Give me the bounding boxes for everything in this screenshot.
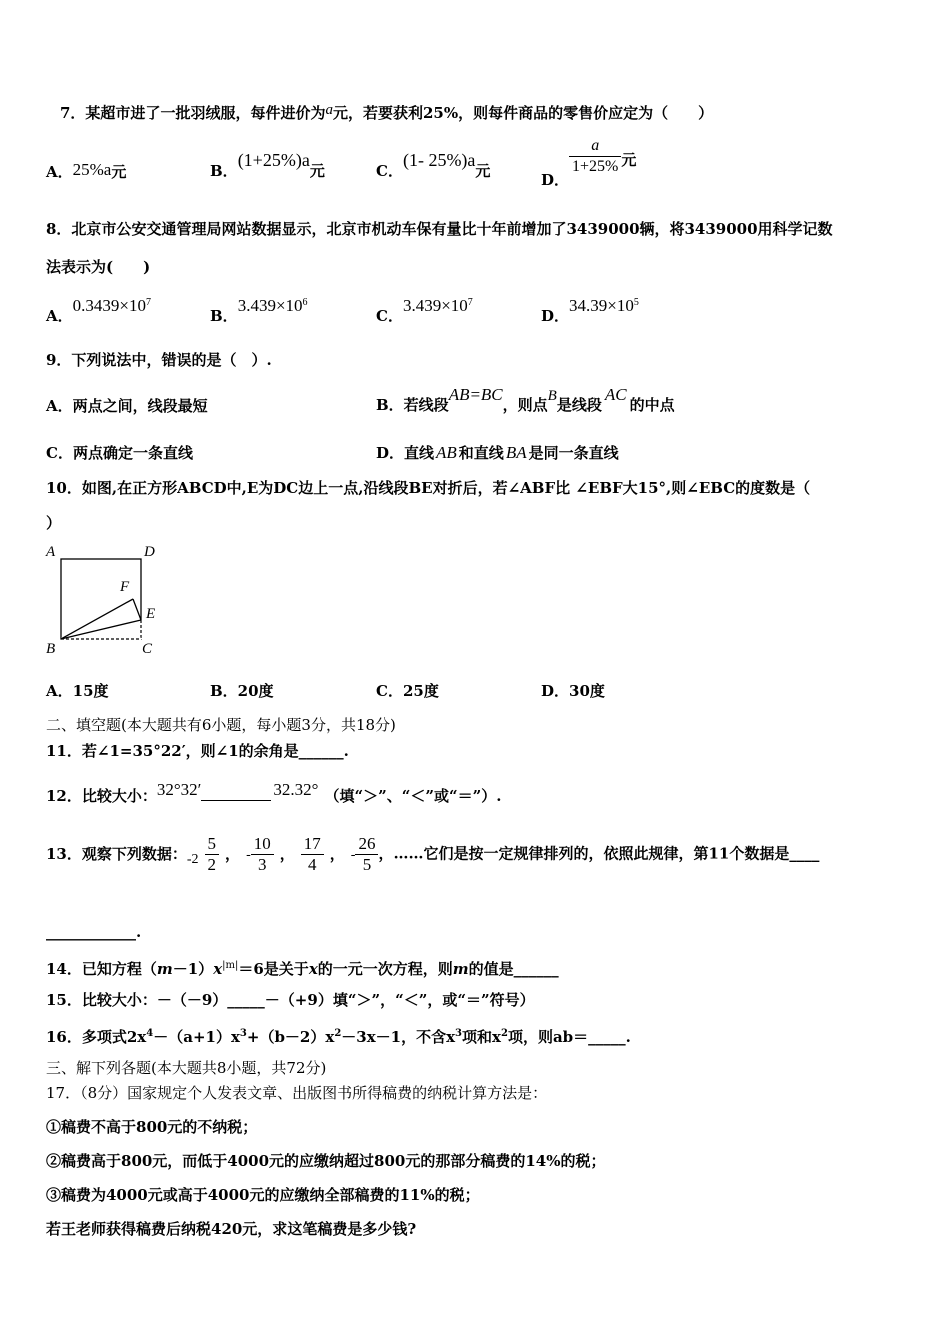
q7-option-d: D． $\frac{a}{1+25\%}$ 元 — [541, 137, 637, 189]
q17-rule-3: ③稿费为4000元或高于4000元的应缴纳全部稿费的11%的税； — [46, 1186, 480, 1204]
q13-term-3: $\frac{10}{3}$ — [251, 834, 274, 875]
label-d: D — [144, 544, 155, 560]
label-f: F — [120, 579, 130, 595]
q7-stem: 7．某超市进了一批羽绒服，每件进价为a元，若要获利25%，则每件商品的零售价应定为（ ） — [60, 102, 714, 122]
q8-option-d: D．$34.39\times 10^5$ — [541, 296, 639, 325]
q10-square-figure — [40, 540, 170, 660]
segment-bf — [61, 599, 133, 639]
q17-rule-2: ②稿费高于800元，而低于4000元的应缴纳超过800元的那部分稿费的14%的税； — [46, 1152, 606, 1170]
q8-option-a: A．$0.3439\times 10^7$ — [46, 296, 151, 325]
q7-d-fraction: $\frac{a}{1+25\%}$ — [569, 136, 621, 177]
section-fill-blank-heading: 二、填空题(本大题共有6小题，每小题3分，共18分) — [46, 716, 396, 734]
label-c: C — [142, 641, 153, 657]
q12: 12．比较大小：32°32′ 32.32° （填“＞”、“＜”或“＝”）. — [46, 780, 502, 805]
segment-be — [61, 620, 141, 639]
q7-option-c: C．(1- 25%)a元 — [376, 150, 491, 180]
q17-stem: 17．（8分）国家规定个人发表文章、出版图书所得稿费的纳税计算方法是： — [46, 1084, 548, 1102]
q17-question: 若王老师获得稿费后纳税420元，求这笔稿费是多少钱? — [46, 1220, 417, 1238]
label-a: A — [46, 544, 56, 560]
q10-option-a: A．15度 — [46, 682, 109, 700]
q8-stem-line1: 8．北京市公安交通管理局网站数据显示，北京市机动车保有量比十年前增加了3439000辆，将3439000用科学记数 — [46, 220, 833, 238]
q10-stem-line2: ） — [46, 514, 62, 532]
q9-option-a: A．两点之间，线段最短 — [46, 397, 208, 415]
q13-term-4: $\frac{17}{4}$ — [301, 834, 324, 875]
q16: 16．多项式$2x^4-(a+1)x^3+(b-2)x^2-3x-1$，不含$x^3$项和$x^2$项，则ab＝_____. — [46, 1028, 631, 1046]
q8-stem-line2: 法表示为( ) — [46, 258, 151, 276]
q14: 14．已知方程$(m-1)x^{|m|}=6$是关于x的一元一次方程，则m的值是______ — [46, 960, 559, 978]
q8-option-c: C．$3.439\times 10^7$ — [376, 296, 473, 325]
q13-term-5: $\frac{26}{5}$ — [355, 834, 378, 875]
label-e: E — [146, 606, 156, 622]
q10-option-d: D．30度 — [541, 682, 605, 700]
q10-option-b: B．20度 — [210, 682, 274, 700]
q10-stem-line1: 10．如图,在正方形ABCD中,E为DC边上一点,沿线段BE对折后，若∠ABF比 ∠EBF大15°,则∠EBC的度数是（ — [46, 479, 811, 497]
section-solve-heading: 三、解下列各题(本大题共8小题，共72分) — [46, 1059, 327, 1077]
q8-option-b: B．$3.439\times 10^6$ — [210, 296, 308, 325]
q7-option-a: A．25%a元 — [46, 160, 127, 181]
square-abcd-left-top — [61, 559, 141, 639]
q17-rule-1: ①稿费不高于800元的不纳税； — [46, 1118, 258, 1136]
segment-fe — [133, 599, 141, 620]
q11: 11．若∠1=35°22′，则∠1的余角是______. — [46, 742, 349, 760]
q9-option-d: D．直线 AB 和直线 BA 是同一条直线 — [376, 443, 619, 462]
q12-answer-blank[interactable] — [201, 800, 271, 801]
q13-term-2: $\frac{5}{2}$ — [205, 834, 220, 875]
q13-answer-line[interactable]: ____________. — [46, 923, 142, 941]
label-b: B — [46, 641, 56, 657]
q10-option-c: C．25度 — [376, 682, 439, 700]
q9-stem: 9．下列说法中，错误的是（ ）. — [46, 351, 272, 369]
q9-option-c: C．两点确定一条直线 — [46, 444, 193, 462]
q7-option-b: B．(1+25%)a元 — [210, 150, 325, 180]
q13: 13．观察下列数据：-2 $\frac{5}{2}$ ， - $\frac{10}{3}$ ， $\frac{17}{4}$ ， - $\frac{26}{5}$ ，……它们是按一定规律排列的，依照此规律，第11个数据是____ — [46, 834, 820, 874]
q9-option-b: B．若线段AB=BC，则点B是线段AC的中点 — [376, 385, 675, 414]
q15: 15．比较大小：－（－9）_____－（+9）填“＞”，“＜”，或“＝”符号） — [46, 991, 535, 1009]
